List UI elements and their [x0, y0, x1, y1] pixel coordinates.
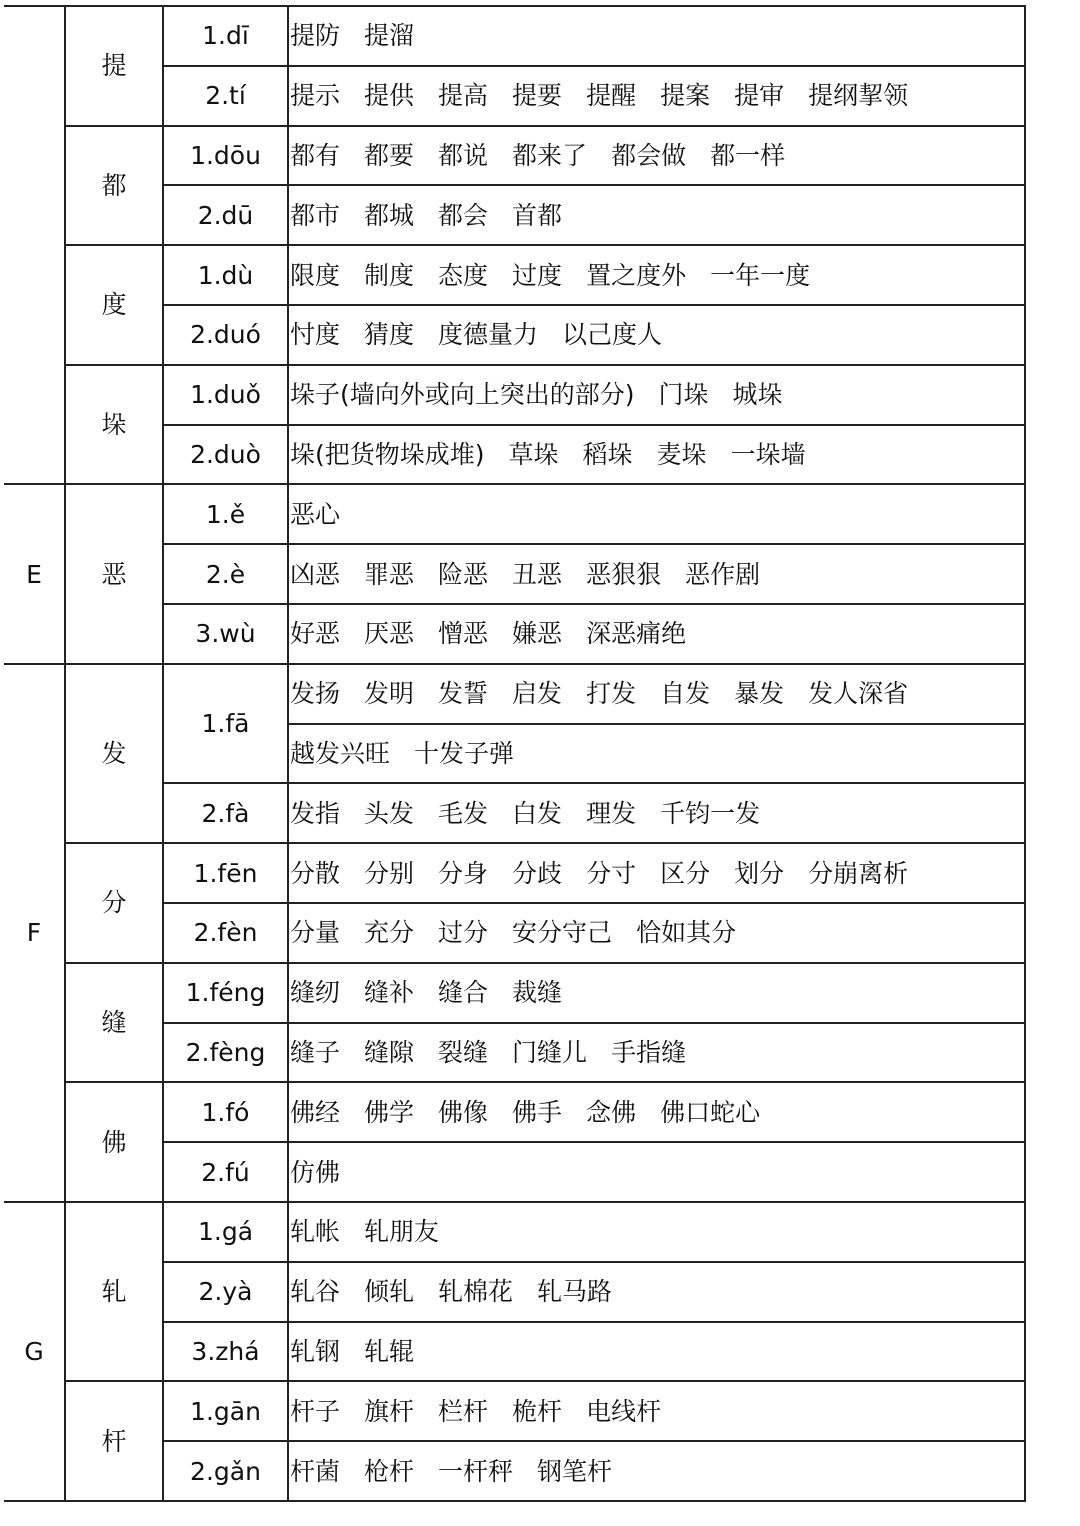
table-row — [4, 245, 1025, 305]
reading-cell: 3.zhá — [163, 1322, 288, 1382]
examples-cell — [288, 365, 1025, 425]
examples-cell — [288, 843, 1025, 903]
letter-cell: E — [4, 484, 65, 663]
reading-cell: 3.wù — [163, 604, 288, 664]
example-word: 都市 — [290, 200, 341, 230]
reading-cell: 2.fèng — [163, 1023, 288, 1083]
examples-cell — [288, 1023, 1025, 1083]
example-word: 发扬 — [290, 679, 341, 709]
examples-cell — [288, 1262, 1025, 1322]
example-word: 过度 — [512, 260, 563, 290]
example-word: 门缝儿 — [512, 1037, 588, 1067]
example-word: 十发子弹 — [414, 738, 515, 768]
example-word: 分寸 — [586, 858, 637, 888]
examples-cell — [288, 1381, 1025, 1441]
example-word: 启发 — [512, 679, 563, 709]
reading-cell: 2.tí — [163, 66, 288, 126]
reading-cell: 1.ě — [163, 484, 288, 544]
example-word: 都来了 — [512, 140, 588, 170]
example-word: 毛发 — [438, 798, 489, 828]
example-word: 嫌恶 — [512, 619, 563, 649]
example-word: 缝补 — [364, 978, 415, 1008]
example-word: 佛经 — [290, 1097, 341, 1127]
example-word: 提案 — [660, 81, 711, 111]
example-word: 憎恶 — [438, 619, 489, 649]
reading-cell: 2.duò — [163, 425, 288, 485]
character-cell: 发 — [65, 664, 163, 843]
example-word: 理发 — [586, 798, 637, 828]
table-row — [4, 1202, 1025, 1262]
example-word: 险恶 — [438, 559, 489, 589]
reading-cell: 1.dù — [163, 245, 288, 305]
reading-cell: 2.yà — [163, 1262, 288, 1322]
example-word: 分歧 — [512, 858, 563, 888]
example-word: 仿佛 — [290, 1157, 341, 1187]
example-word: 佛学 — [364, 1097, 415, 1127]
example-word: 分身 — [438, 858, 489, 888]
example-word: 好恶 — [290, 619, 341, 649]
example-word: 提要 — [512, 81, 563, 111]
letter-cell — [4, 6, 65, 484]
reading-cell: 2.fú — [163, 1142, 288, 1202]
examples-cell — [288, 963, 1025, 1023]
example-word: 提供 — [364, 81, 415, 111]
example-word: 充分 — [364, 918, 415, 948]
example-word: 稻垛 — [582, 439, 633, 469]
example-word: 发指 — [290, 798, 341, 828]
reading-cell: 2.è — [163, 544, 288, 604]
reading-cell: 2.fèn — [163, 903, 288, 963]
example-word: 都说 — [438, 140, 489, 170]
examples-cell — [288, 1441, 1025, 1501]
example-word: 提醒 — [586, 81, 637, 111]
example-word: 提纲挈领 — [808, 81, 909, 111]
example-word: 一垛墙 — [730, 439, 806, 469]
example-word: 轧钢 — [290, 1336, 341, 1366]
example-word: 安分守己 — [512, 918, 613, 948]
character-cell: 杆 — [65, 1381, 163, 1501]
example-word: 垛子(墙向外或向上突出的部分) — [290, 380, 635, 410]
example-word: 念佛 — [586, 1097, 637, 1127]
example-word: 都要 — [364, 140, 415, 170]
example-word: 轧辊 — [364, 1336, 415, 1366]
example-word: 轧马路 — [537, 1277, 613, 1307]
example-word: 垛(把货物垛成堆) — [290, 439, 485, 469]
example-word: 恰如其分 — [636, 918, 737, 948]
example-word: 忖度 — [290, 320, 341, 350]
example-word: 提示 — [290, 81, 341, 111]
example-word: 区分 — [660, 858, 711, 888]
examples-cell — [288, 903, 1025, 963]
example-word: 分散 — [290, 858, 341, 888]
example-word: 度德量力 — [438, 320, 539, 350]
example-word: 杆菌 — [290, 1456, 341, 1486]
example-word: 限度 — [290, 260, 341, 290]
example-word: 发人深省 — [808, 679, 909, 709]
example-word: 倾轧 — [364, 1277, 415, 1307]
example-word: 都有 — [290, 140, 341, 170]
table-row — [4, 1381, 1025, 1441]
example-word: 发明 — [364, 679, 415, 709]
example-word: 划分 — [734, 858, 785, 888]
example-word: 首都 — [512, 200, 563, 230]
examples-cell — [288, 305, 1025, 365]
example-word: 置之度外 — [586, 260, 687, 290]
example-word: 越发兴旺 — [290, 738, 391, 768]
example-word: 制度 — [364, 260, 415, 290]
character-cell: 提 — [65, 6, 163, 126]
table-body — [4, 6, 1025, 1501]
example-word: 自发 — [660, 679, 711, 709]
example-word: 提防 — [290, 21, 341, 51]
example-word: 门垛 — [658, 380, 709, 410]
character-cell: 垛 — [65, 365, 163, 485]
example-word: 猜度 — [364, 320, 415, 350]
examples-cell — [288, 185, 1025, 245]
reading-cell: 1.fā — [163, 664, 288, 784]
example-word: 都会 — [438, 200, 489, 230]
example-word: 一年一度 — [710, 260, 811, 290]
reading-cell: 1.dī — [163, 6, 288, 66]
example-word: 过分 — [438, 918, 489, 948]
example-word: 电线杆 — [586, 1396, 662, 1426]
character-cell: 缝 — [65, 963, 163, 1083]
example-word: 恶心 — [290, 499, 341, 529]
example-word: 缝纫 — [290, 978, 341, 1008]
table-row — [4, 484, 1025, 544]
example-word: 头发 — [364, 798, 415, 828]
table-row — [4, 1082, 1025, 1142]
reading-cell: 2.fà — [163, 783, 288, 843]
example-word: 枪杆 — [364, 1456, 415, 1486]
example-word: 白发 — [512, 798, 563, 828]
example-word: 缝隙 — [364, 1037, 415, 1067]
character-cell: 度 — [65, 245, 163, 365]
reading-cell: 1.fēn — [163, 843, 288, 903]
reading-cell: 2.dū — [163, 185, 288, 245]
example-word: 轧棉花 — [438, 1277, 514, 1307]
character-cell: 都 — [65, 126, 163, 246]
example-word: 一杆秤 — [438, 1456, 514, 1486]
example-word: 提溜 — [364, 21, 415, 51]
example-word: 缝合 — [438, 978, 489, 1008]
example-word: 栏杆 — [438, 1396, 489, 1426]
example-word: 以己度人 — [562, 320, 663, 350]
example-word: 佛口蛇心 — [660, 1097, 761, 1127]
example-word: 旗杆 — [364, 1396, 415, 1426]
example-word: 暴发 — [734, 679, 785, 709]
table-row — [4, 365, 1025, 425]
example-word: 提高 — [438, 81, 489, 111]
table-row — [4, 843, 1025, 903]
examples-cell — [288, 1202, 1025, 1262]
example-word: 态度 — [438, 260, 489, 290]
example-word: 佛像 — [438, 1097, 489, 1127]
examples-cell — [288, 6, 1025, 66]
example-word: 手指缝 — [611, 1037, 687, 1067]
character-cell: 轧 — [65, 1202, 163, 1381]
reading-cell: 1.duǒ — [163, 365, 288, 425]
reading-cell: 1.féng — [163, 963, 288, 1023]
examples-cell — [288, 1142, 1025, 1202]
examples-cell — [288, 724, 1025, 784]
example-word: 都一样 — [710, 140, 786, 170]
example-word: 恶作剧 — [685, 559, 761, 589]
example-word: 凶恶 — [290, 559, 341, 589]
character-cell: 恶 — [65, 484, 163, 663]
example-word: 麦垛 — [656, 439, 707, 469]
example-word: 深恶痛绝 — [586, 619, 687, 649]
example-word: 都会做 — [611, 140, 687, 170]
reading-cell: 2.gǎn — [163, 1441, 288, 1501]
example-word: 缝子 — [290, 1037, 341, 1067]
example-word: 轧朋友 — [364, 1217, 440, 1247]
examples-cell — [288, 425, 1025, 485]
table-row — [4, 126, 1025, 186]
examples-cell — [288, 126, 1025, 186]
reading-cell: 1.dōu — [163, 126, 288, 186]
examples-cell — [288, 1322, 1025, 1382]
examples-cell — [288, 245, 1025, 305]
example-word: 轧谷 — [290, 1277, 341, 1307]
examples-cell — [288, 544, 1025, 604]
example-word: 佛手 — [512, 1097, 563, 1127]
examples-cell — [288, 66, 1025, 126]
example-word: 罪恶 — [364, 559, 415, 589]
example-word: 厌恶 — [364, 619, 415, 649]
example-word: 草垛 — [508, 439, 559, 469]
example-word: 分量 — [290, 918, 341, 948]
example-word: 都城 — [364, 200, 415, 230]
examples-cell — [288, 1082, 1025, 1142]
example-word: 轧帐 — [290, 1217, 341, 1247]
example-word: 打发 — [586, 679, 637, 709]
reading-cell: 1.gá — [163, 1202, 288, 1262]
example-word: 提审 — [734, 81, 785, 111]
example-word: 裂缝 — [438, 1037, 489, 1067]
table-row — [4, 6, 1025, 66]
example-word: 城垛 — [732, 380, 783, 410]
character-cell: 分 — [65, 843, 163, 963]
polyphonic-character-table — [4, 5, 1026, 1502]
example-word: 杆子 — [290, 1396, 341, 1426]
examples-cell — [288, 604, 1025, 664]
examples-cell — [288, 783, 1025, 843]
reading-cell: 1.gān — [163, 1381, 288, 1441]
example-word: 分别 — [364, 858, 415, 888]
example-word: 钢笔杆 — [537, 1456, 613, 1486]
examples-cell — [288, 664, 1025, 724]
character-cell: 佛 — [65, 1082, 163, 1202]
table-row — [4, 963, 1025, 1023]
example-word: 裁缝 — [512, 978, 563, 1008]
example-word: 分崩离析 — [808, 858, 909, 888]
example-word: 恶狠狠 — [586, 559, 662, 589]
table-row — [4, 664, 1025, 724]
example-word: 千钧一发 — [660, 798, 761, 828]
example-word: 发誓 — [438, 679, 489, 709]
letter-cell: F — [4, 664, 65, 1202]
example-word: 丑恶 — [512, 559, 563, 589]
examples-cell — [288, 484, 1025, 544]
example-word: 桅杆 — [512, 1396, 563, 1426]
reading-cell: 2.duó — [163, 305, 288, 365]
reading-cell: 1.fó — [163, 1082, 288, 1142]
letter-cell: G — [4, 1202, 65, 1501]
